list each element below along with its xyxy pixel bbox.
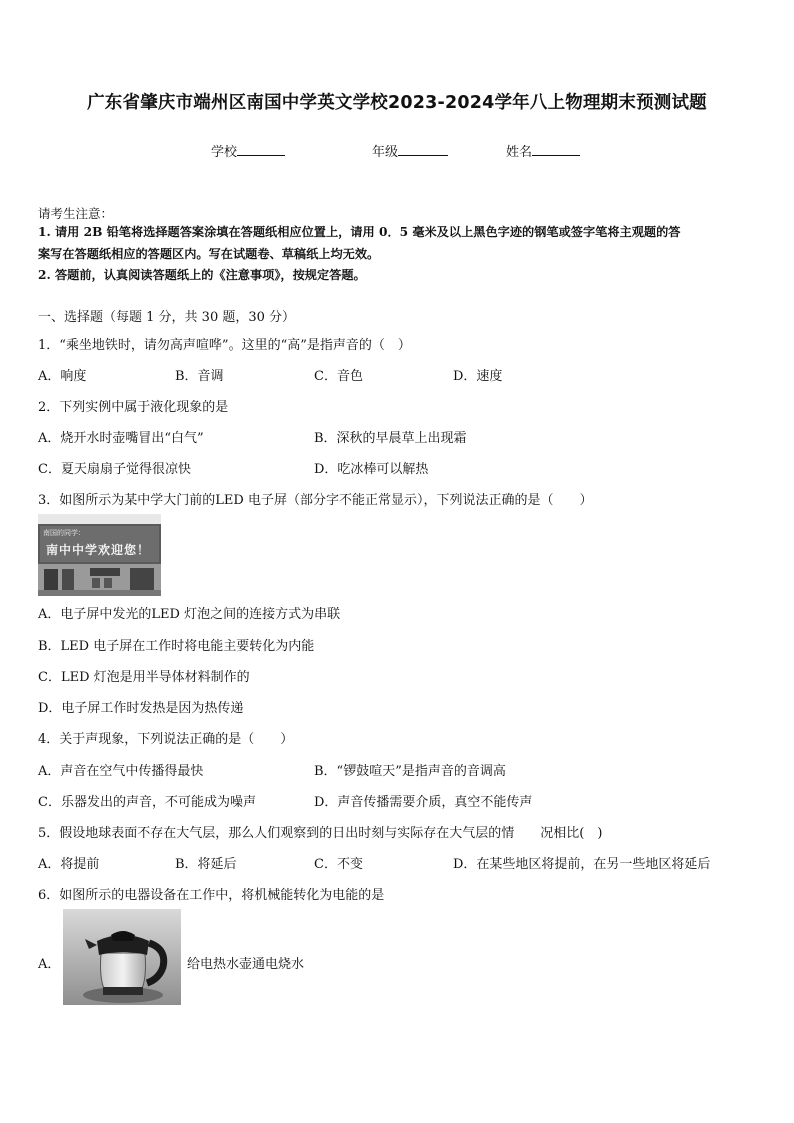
q4-stem: 4．关于声现象，下列说法正确的是（ ） [38,732,294,747]
q5-option-b[interactable]: B．将延后 [175,857,237,872]
led-screen-photo [38,514,161,596]
school-label: 学校 [211,145,238,160]
notice-line-2: 2. 答题前，认真阅读答题纸上的《注意事项》，按规定答题。 [38,268,366,282]
notice-heading: 请考生注意： [38,206,114,221]
q2-option-d[interactable]: D．吃冰棒可以解热 [314,462,429,477]
q5-option-d[interactable]: D．在某些地区将提前，在另一些地区将延后 [453,857,711,872]
q3-option-c[interactable]: C．LED 灯泡是用半导体材料制作的 [38,670,250,685]
q2-stem: 2．下列实例中属于液化现象的是 [38,400,229,415]
q5-stem: 5．假设地球表面不存在大气层，那么人们观察到的日出时刻与实际存在大气层的情 况相比( ) [38,826,603,841]
name-blank[interactable] [532,143,580,156]
q3-option-a[interactable]: A．电子屏中发光的LED 灯泡之间的连接方式为串联 [38,607,341,622]
q1-option-b[interactable]: B．音调 [175,369,224,384]
page-title: 广东省肇庆市端州区南国中学英文学校2023-2024学年八上物理期末预测试题 [87,93,707,113]
q1-option-d[interactable]: D．速度 [453,369,503,384]
grade-blank[interactable] [398,143,448,156]
school-field[interactable] [211,141,285,160]
q1-stem: 1．“乘坐地铁时，请勿高声喧哗”。这里的“高”是指声音的（ ） [38,338,411,353]
q5-option-c[interactable]: C．不变 [314,857,363,872]
q3-option-d[interactable]: D．电子屏工作时发热是因为热传递 [38,701,244,716]
led-sign-big-text: 南中中学欢迎您！ [46,543,151,557]
q1-option-a[interactable]: A．响度 [38,369,87,384]
school-blank[interactable] [237,143,285,156]
notice-line-1b: 案写在答题纸相应的答题区内。写在试题卷、草稿纸上均无效。 [38,247,380,261]
grade-label: 年级 [372,145,399,160]
q6-option-a-label[interactable]: A． [38,957,61,972]
q4-option-b[interactable]: B．“锣鼓喧天”是指声音的音调高 [314,764,506,779]
q3-option-b[interactable]: B．LED 电子屏在工作时将电能主要转化为内能 [38,639,315,654]
electric-kettle-photo [63,909,181,1005]
q4-option-c[interactable]: C．乐器发出的声音，不可能成为噪声 [38,795,256,810]
q4-option-a[interactable]: A．声音在空气中传播得最快 [38,764,204,779]
q2-option-b[interactable]: B．深秋的早晨草上出现霜 [314,431,467,446]
q3-stem: 3．如图所示为某中学大门前的LED 电子屏（部分字不能正常显示），下列说法正确的是（ ） [38,493,593,508]
q1-option-c[interactable]: C．音色 [314,369,363,384]
q4-option-d[interactable]: D．声音传播需要介质，真空不能传声 [314,795,533,810]
q6-option-a-text[interactable]: 给电热水壶通电烧水 [187,957,305,972]
led-sign-small-text: 南国的同学： [43,529,85,537]
notice-line-1: 1. 请用 2B 铅笔将选择题答案涂填在答题纸相应位置上，请用 0．5 毫米及以上黑色字迹的钢笔或签字笔将主观题的答 [38,225,681,239]
q2-option-c[interactable]: C．夏天扇扇子觉得很凉快 [38,462,191,477]
grade-field[interactable] [372,141,448,160]
section-heading: 一、选择题（每题 1 分，共 30 题，30 分） [38,310,296,325]
name-label: 姓名 [506,145,533,160]
name-field[interactable] [506,141,580,160]
q6-stem: 6．如图所示的电器设备在工作中，将机械能转化为电能的是 [38,888,385,903]
q5-option-a[interactable]: A．将提前 [38,857,100,872]
q2-option-a[interactable]: A．烧开水时壶嘴冒出“白气” [38,431,204,446]
